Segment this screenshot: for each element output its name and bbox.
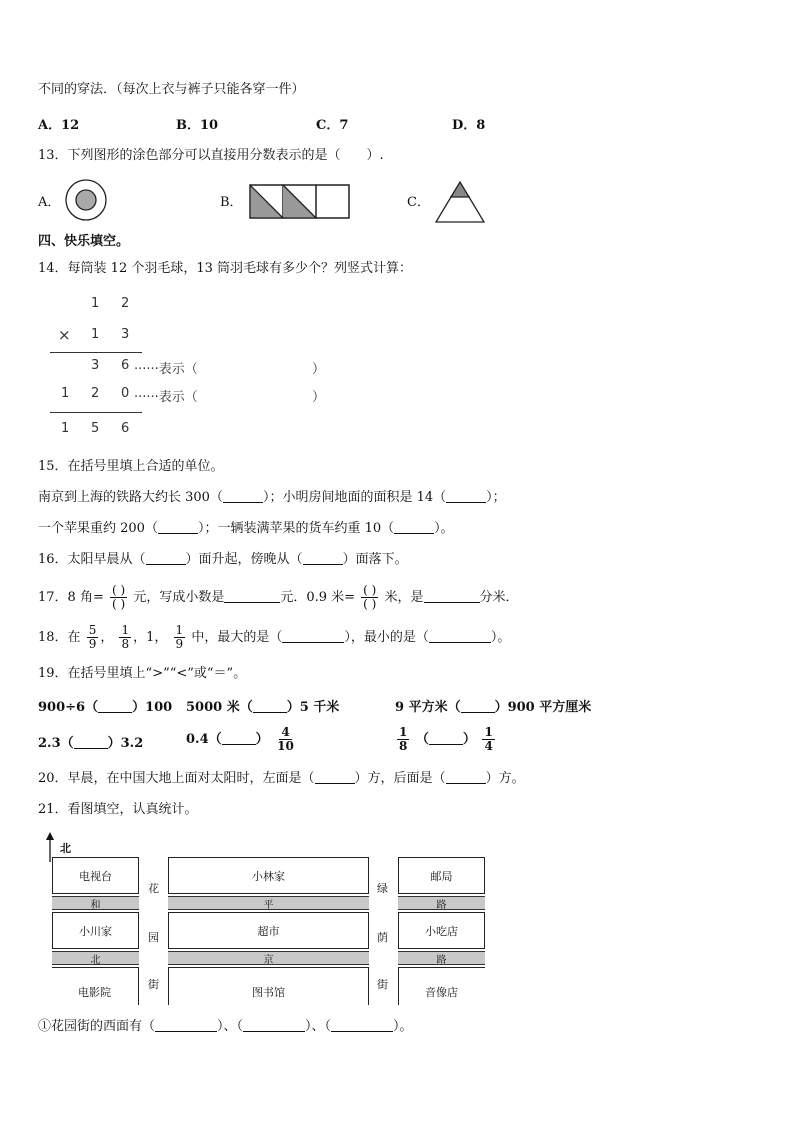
answer-blank[interactable] [429,629,491,643]
answer-blank[interactable] [146,551,186,565]
north-label: 北 [60,842,71,855]
road-beijing: 京 [168,951,369,965]
q12-option-a: A．12 [38,118,80,133]
rule-line [50,412,142,413]
q19-stem: 19．在括号里填上“>”“<”或“＝”。 [38,666,247,681]
answer-blank[interactable] [331,1018,393,1032]
fraction: $\frac{( )}{( )}$ [363,583,377,611]
answer-blank[interactable] [243,1018,305,1032]
q19-item-6: $\frac{1}{8}$ （ ） $\frac{1}{4}$ [399,725,493,753]
q19-item-1: 900÷6（ ）100 [38,700,173,715]
answer-blank[interactable] [424,589,480,603]
q13-stem: 13．下列图形的涂色部分可以直接用分数表示的是（ ）. [38,148,384,163]
answer-blank[interactable] [446,489,486,503]
street-lvyin: 荫 [377,931,388,944]
fraction: $\frac{1}{9}$ [175,623,184,651]
fraction: $\frac{1}{4}$ [484,725,493,753]
q12-tail: 不同的穿法．（每次上衣与裤子只能各穿一件） [38,82,305,97]
answer-blank[interactable] [429,731,463,745]
road-beijing: 北 [52,951,139,965]
map-post-office: 邮局 [398,857,485,894]
q15-line2: 一个苹果重约 200（ ）；一辆装满苹果的货车约重 10（ ）。 [38,521,454,536]
street-lvyin: 绿 [377,882,388,895]
q15-stem: 15．在括号里填上合适的单位。 [38,459,224,474]
q13-label-a: A． [38,195,61,210]
q15-line1: 南京到上海的铁路大约长 300（ ）；小明房间地面的面积是 14（ ）； [38,490,506,505]
answer-blank[interactable] [222,731,256,745]
q19-item-3: 9 平方米（ ）900 平方厘米 [395,700,592,715]
circle-figure [64,178,108,222]
answer-blank[interactable] [158,520,198,534]
street-huayuan: 街 [148,978,159,991]
note-2: ······表示（ [134,390,198,405]
q21-sub1: ①花园街的西面有（ ）、（ ）、（ ）。 [38,1019,413,1034]
q16: 16．太阳早晨从（ ）面升起，傍晚从（ ）面落下。 [38,552,408,567]
answer-blank[interactable] [446,770,486,784]
answer-blank[interactable] [303,551,343,565]
answer-blank[interactable] [394,520,434,534]
q13-label-c: C． [407,195,430,210]
q12-option-c: C．7 [316,118,349,133]
map-tv-station: 电视台 [52,857,139,894]
q12-option-d: D．8 [452,118,486,133]
answer-blank[interactable] [461,699,495,713]
squares-figure [249,184,351,220]
road-heping: 平 [168,896,369,910]
q19-item-4: 2.3（ ）3.2 [38,736,144,751]
answer-blank[interactable] [224,589,280,603]
map-xiaolin-home: 小林家 [168,857,369,894]
answer-blank[interactable] [74,735,108,749]
map-library: 图书馆 [252,986,285,999]
street-lvyin: 街 [377,978,388,991]
q19-item-2: 5000 米（ ）5 千米 [186,700,340,715]
answer-blank[interactable] [315,770,355,784]
map-cinema: 电影院 [78,986,111,999]
q17: 17．8 角= $\frac{( )}{( )}$ 元，写成小数是 元．0.9 米= $\frac{( )}{( )}$ 米，是 分米． [38,583,519,611]
q19-item-5: 0.4（ ） $\frac{4}{10}$ [186,725,294,753]
q20: 20．早晨，在中国大地上面对太阳时，左面是（ ）方，后面是（ ）方。 [38,771,525,786]
q21-stem: 21．看图填空，认真统计。 [38,802,198,817]
note-1: ······表示（ [134,362,198,377]
q13-label-b: B． [220,195,243,210]
q14-stem: 14．每筒装 12 个羽毛球，13 筒羽毛球有多少个？列竖式计算： [38,261,413,276]
fraction: $\frac{1}{8}$ [399,725,408,753]
road-heping: 路 [398,896,485,910]
answer-blank[interactable] [98,699,132,713]
section-heading: 四、快乐填空。 [38,234,130,249]
answer-blank[interactable] [223,489,263,503]
fraction: $\frac{1}{8}$ [121,623,130,651]
road-heping: 和 [52,896,139,910]
fraction: $\frac{4}{10}$ [277,725,294,753]
map-music-store: 音像店 [425,986,458,999]
answer-blank[interactable] [253,699,287,713]
street-huayuan: 园 [148,931,159,944]
triangle-figure [434,180,486,224]
rule-line [50,352,142,353]
q18: 18．在 $\frac{5}{9}$ ， $\frac{1}{8}$ ，1， $\frac{1}{9}$ 中，最大的是（ ），最小的是（ ）。 [38,623,511,651]
answer-blank[interactable] [282,629,344,643]
street-huayuan: 花 [148,882,159,895]
map-snack-shop: 小吃店 [398,912,485,949]
map-supermarket: 超市 [168,912,369,949]
fraction: $\frac{5}{9}$ [88,623,97,651]
fraction: $\frac{( )}{( )}$ [111,583,126,611]
road-beijing: 路 [398,951,485,965]
q12-option-b: B．10 [176,118,219,133]
map-xiaochuan-home: 小川家 [52,912,139,949]
times-sign: × [58,326,71,344]
answer-blank[interactable] [155,1018,217,1032]
